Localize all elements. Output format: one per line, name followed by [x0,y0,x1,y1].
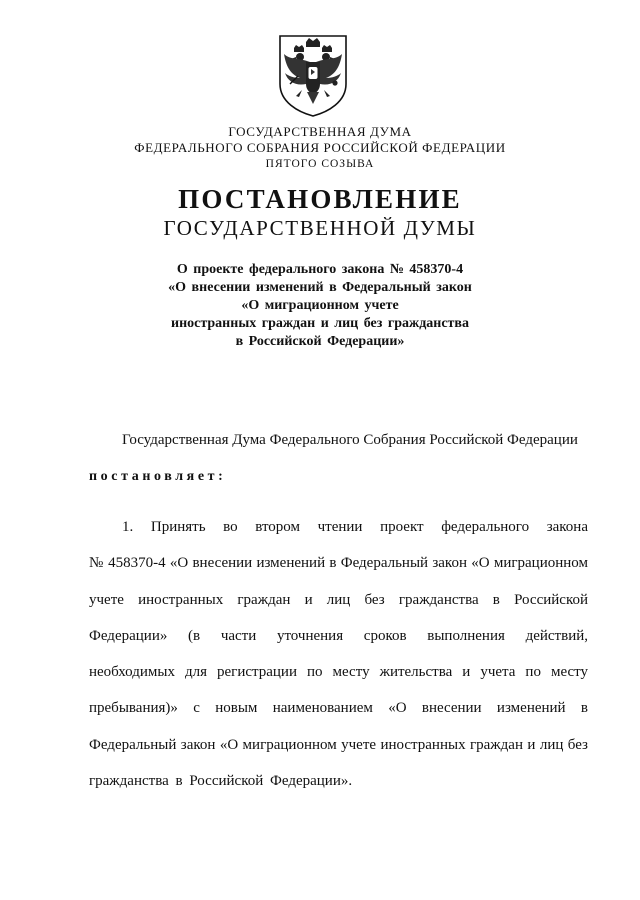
header-line-2: ФЕДЕРАЛЬНОГО СОБРАНИЯ РОССИЙСКОЙ ФЕДЕРАЦИИ [134,140,506,155]
law-title-line: в Российской Федерации» [235,334,405,349]
header-line-1: ГОСУДАРСТВЕННАЯ ДУМА [228,124,412,139]
paragraph-line: Федеральный закон «О миграционном учете иностранных граждан и лиц без [89,737,588,753]
paragraph-line: пребывания)» с новым наименованием «О внесении изменений в [89,700,588,716]
intro-text: Государственная Дума Федерального Собрания Российской Федерации [122,432,578,448]
paragraph-line: 1. Принять во втором чтении проект федерального закона [122,519,588,535]
decides-text: постановляет: [89,469,227,484]
paragraph-line: гражданства в Российской Федерации». [89,773,353,789]
paragraph-line: № 458370-4 «О внесении изменений в Федеральный закон «О миграционном [89,555,588,571]
double-headed-eagle-icon [276,32,350,118]
document-subtitle: ГОСУДАРСТВЕННОЙ ДУМЫ [163,216,477,240]
coat-of-arms-emblem [276,32,350,118]
law-title-line: «О миграционном учете [241,298,399,313]
header-line-3: ПЯТОГО СОЗЫВА [265,158,375,170]
document-title: ПОСТАНОВЛЕНИЕ [178,184,462,214]
law-title-line: «О внесении изменений в Федеральный закон [168,280,472,295]
paragraph-line: Федерации» (в части уточнения сроков выполнения действий, [89,628,588,644]
paragraph-line: учете иностранных граждан и лиц без гражданства в Российской [89,592,588,608]
law-title-block [130,261,510,351]
law-title-line: О проекте федерального закона № 458370-4 [176,262,464,277]
paragraph-line: необходимых для регистрации по месту жительства и учета по месту [89,664,588,680]
law-title-line: иностранных граждан и лиц без гражданства [171,316,469,331]
